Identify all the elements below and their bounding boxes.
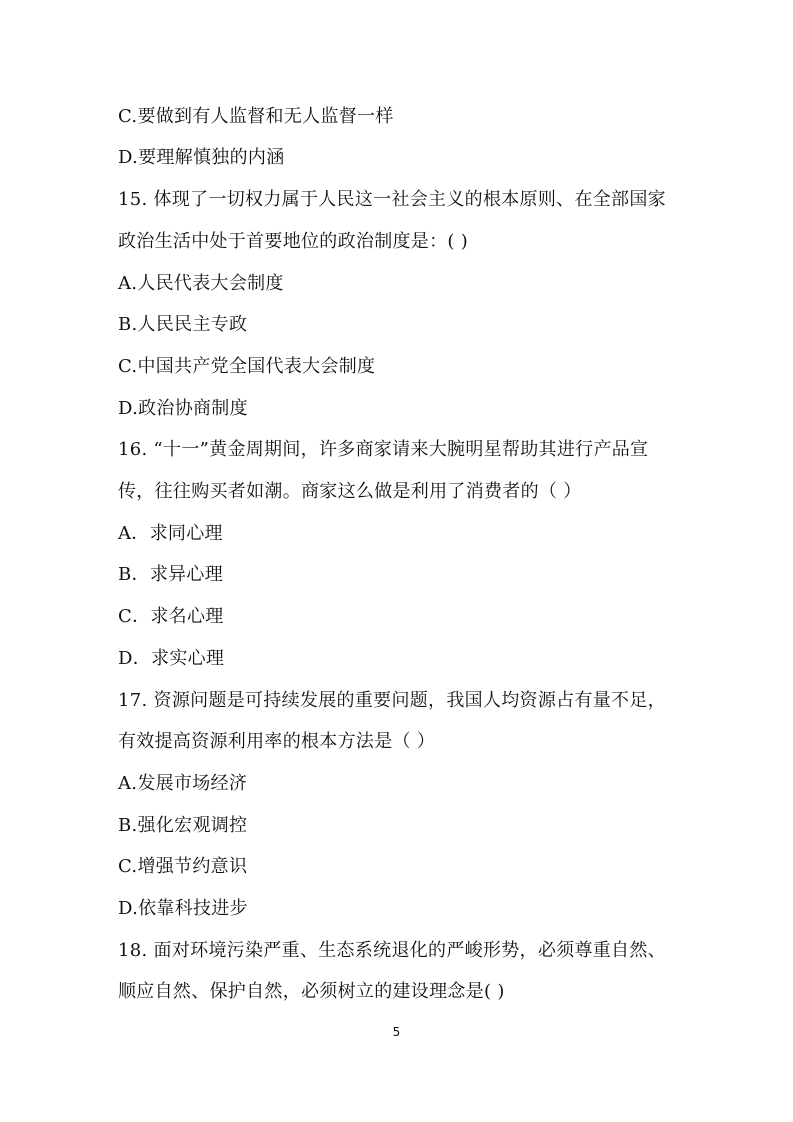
option-c-q16: C．求名心理: [118, 606, 224, 627]
page-number: 5: [392, 1025, 401, 1039]
option-b-q16: B．求异心理: [118, 564, 224, 585]
option-d-q14: D.要理解慎独的内涵: [118, 147, 285, 168]
question-17-line-2: 有效提高资源利用率的根本方法是（ ）: [118, 731, 436, 752]
option-b-q15: B.人民民主专政: [118, 314, 248, 335]
question-18-line-2: 顺应自然、保护自然，必须树立的建设理念是( ): [118, 981, 505, 1002]
question-16-line-1: 16. “十一”黄金周期间，许多商家请来大腕明星帮助其进行产品宣: [118, 439, 649, 460]
question-18-line-1: 18. 面对环境污染严重、生态系统退化的严峻形势，必须尊重自然、: [118, 940, 666, 961]
option-b-q17: B.强化宏观调控: [118, 815, 248, 836]
question-15-line-2: 政治生活中处于首要地位的政治制度是：( ): [118, 231, 469, 252]
option-d-q17: D.依靠科技进步: [118, 898, 248, 919]
question-15-line-1: 15. 体现了一切权力属于人民这一社会主义的根本原则、在全部国家: [118, 189, 666, 210]
question-17-line-1: 17. 资源问题是可持续发展的重要问题，我国人均资源占有量不足，: [118, 690, 666, 711]
option-c-q17: C.增强节约意识: [118, 856, 248, 877]
option-a-q15: A.人民代表大会制度: [118, 273, 284, 294]
option-c-q14: C.要做到有人监督和无人监督一样: [118, 106, 394, 127]
option-d-q15: D.政治协商制度: [118, 398, 248, 419]
option-c-q15: C.中国共产党全国代表大会制度: [118, 356, 376, 377]
option-a-q17: A.发展市场经济: [118, 773, 248, 794]
question-16-line-2: 传，往往购买者如潮。商家这么做是利用了消费者的（ ）: [118, 481, 582, 502]
option-a-q16: A．求同心理: [118, 523, 223, 544]
option-d-q16: D．求实心理: [118, 648, 225, 669]
